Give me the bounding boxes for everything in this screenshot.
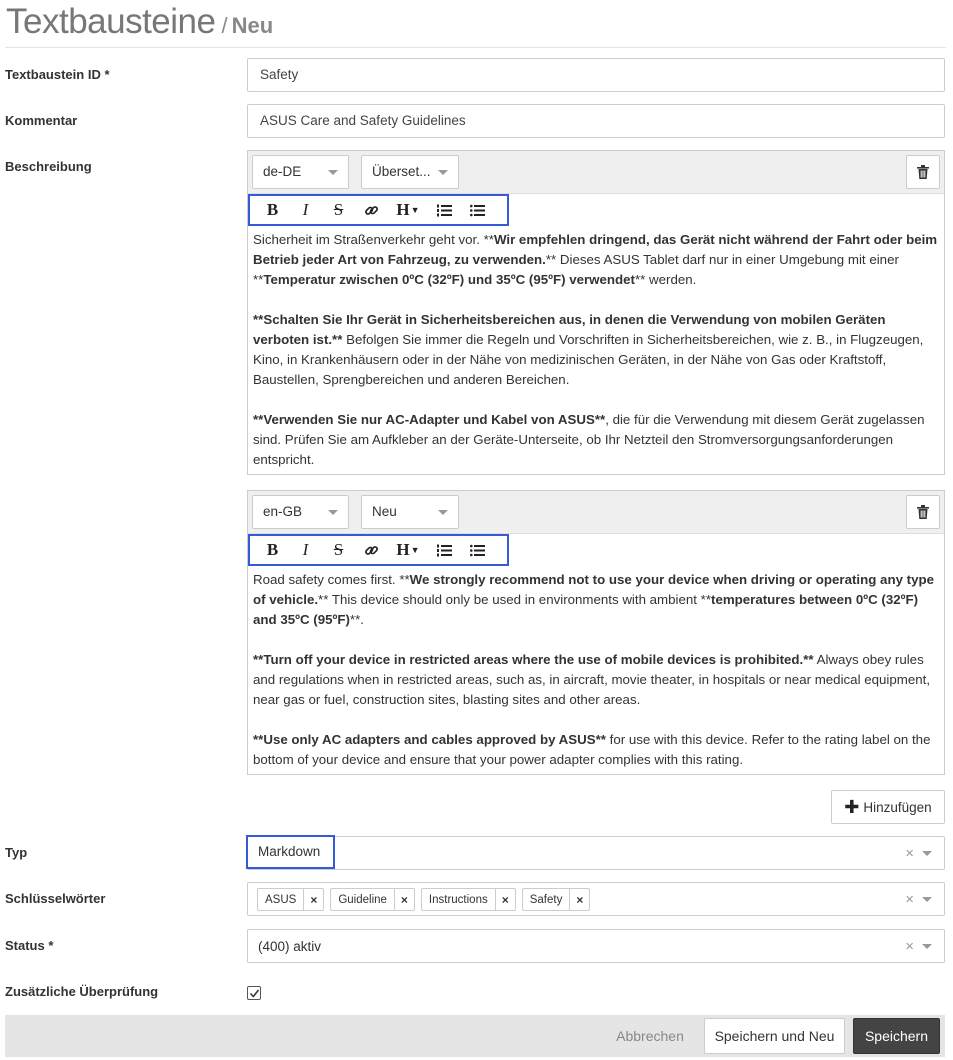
clear-icon[interactable]: × bbox=[905, 891, 914, 908]
text-segment: **. bbox=[349, 612, 364, 627]
link-button[interactable] bbox=[355, 536, 388, 564]
type-label: Typ bbox=[5, 845, 28, 860]
plus-icon: ✚ bbox=[844, 797, 860, 817]
heading-button[interactable] bbox=[388, 536, 428, 564]
editor-paragraph bbox=[253, 570, 938, 630]
delete-translation-button[interactable] bbox=[906, 495, 940, 529]
strikethrough-button[interactable]: S bbox=[333, 200, 344, 219]
keyword-tag-label: ASUS bbox=[265, 893, 297, 906]
description-label: Beschreibung bbox=[5, 159, 92, 174]
translation-state-select[interactable] bbox=[361, 155, 459, 189]
bold-text: **Schalten Sie Ihr Gerät in Sicherheitsbereichen aus, in denen die Verwendung von mobilen Geräten verboten ist.** bbox=[253, 312, 886, 347]
heading-label: H bbox=[396, 200, 410, 219]
text-segment: Always obey rules and regulations when in restricted areas, such as, in aircraft, movie theater, in hospitals or near medical equipment, near gas or fuel, construction sites, blasting sites and other areas. bbox=[253, 652, 931, 707]
page-title: Textbausteine bbox=[6, 2, 216, 41]
text-segment: Befolgen Sie immer die Regeln und Vorschriften in Sicherheitsbereichen, wie z. B., in Flugzeugen, Kino, in Krankenhäusern oder in der Nähe von medizinischen Geräten, in der Nähe von Gas oder Kraftstoff, Baustellen, Sprengbereichen und anderen Bereichen. bbox=[253, 332, 924, 387]
remove-tag-icon[interactable]: × bbox=[303, 889, 323, 910]
add-translation-label: Hinzufügen bbox=[863, 799, 932, 815]
form-footer bbox=[5, 1015, 945, 1057]
editor-paragraph bbox=[253, 410, 938, 470]
unordered-list-button[interactable] bbox=[461, 536, 494, 564]
comment-input[interactable]: ASUS Care and Safety Guidelines bbox=[247, 104, 945, 138]
formatting-toolbar bbox=[248, 534, 509, 566]
caret-down-icon: ▼ bbox=[410, 205, 420, 215]
ordered-list-icon bbox=[437, 544, 452, 557]
keywords-label: Schlüsselwörter bbox=[5, 891, 106, 906]
link-icon bbox=[364, 543, 379, 558]
unordered-list-icon bbox=[470, 544, 485, 557]
editor-header bbox=[248, 491, 944, 534]
description-editor-de bbox=[247, 150, 945, 475]
bold-text: **Verwenden Sie nur AC-Adapter und Kabel von ASUS** bbox=[253, 412, 606, 427]
type-select[interactable] bbox=[247, 836, 945, 870]
text-segment: ** Dieses ASUS Tablet darf nur in einer Umgebung mit einer ** bbox=[253, 252, 899, 287]
editor-paragraph bbox=[253, 730, 938, 770]
ordered-list-icon bbox=[437, 204, 452, 217]
translation-state-select[interactable] bbox=[361, 495, 459, 529]
unordered-list-button[interactable] bbox=[461, 196, 494, 224]
link-button[interactable] bbox=[355, 196, 388, 224]
status-label: Status * bbox=[5, 938, 54, 953]
keyword-tag-label: Safety bbox=[529, 893, 563, 906]
keyword-tags bbox=[257, 888, 590, 911]
extra-check-checkbox[interactable] bbox=[247, 986, 261, 1000]
editor-header bbox=[248, 151, 944, 194]
remove-tag-icon[interactable]: × bbox=[495, 889, 515, 910]
keyword-tag bbox=[257, 888, 324, 911]
keyword-tag bbox=[421, 888, 516, 911]
bold-text: Temperatur zwischen 0ºC (32ºF) und 35ºC (95ºF) verwendet bbox=[263, 272, 635, 287]
keyword-tag-label: Guideline bbox=[338, 893, 387, 906]
add-translation-button[interactable] bbox=[831, 790, 945, 824]
editor-text-area[interactable] bbox=[248, 566, 944, 774]
language-value: de-DE bbox=[263, 164, 302, 179]
text-segment: for use with this device. Refer to the rating label on the bottom of your device and ensure that your power adapter complies with this rating. bbox=[253, 732, 931, 767]
bold-text: We strongly recommend not to use your device when driving or operating any type of vehicle. bbox=[253, 572, 935, 607]
extra-check-label: Zusätzliche Überprüfung bbox=[5, 984, 159, 999]
description-editor-en bbox=[247, 490, 945, 775]
language-value: en-GB bbox=[263, 504, 303, 519]
chevron-down-icon bbox=[438, 170, 448, 175]
keyword-tag bbox=[330, 888, 415, 911]
text-segment: , die für die Verwendung mit diesem Gerät zugelassen sind. Prüfen Sie am Aufkleber an der Geräte-Unterseite, ob Ihr Netzteil den Stromversorgungsanforderungen entspricht. bbox=[253, 412, 925, 467]
chevron-down-icon bbox=[328, 510, 338, 515]
italic-button[interactable]: I bbox=[302, 200, 309, 219]
title-separator: / bbox=[221, 13, 228, 38]
language-select[interactable] bbox=[252, 155, 349, 189]
ordered-list-button[interactable] bbox=[428, 536, 461, 564]
save-and-new-button[interactable]: Speichern und Neu bbox=[704, 1018, 845, 1054]
heading-button[interactable] bbox=[388, 196, 428, 224]
ordered-list-button[interactable] bbox=[428, 196, 461, 224]
type-value: Markdown bbox=[246, 835, 335, 869]
id-input[interactable]: Safety bbox=[247, 58, 945, 92]
remove-tag-icon[interactable]: × bbox=[394, 889, 414, 910]
id-label: Textbaustein ID * bbox=[5, 67, 110, 82]
clear-icon[interactable]: × bbox=[905, 845, 914, 862]
keyword-tag bbox=[522, 888, 591, 911]
cancel-button[interactable]: Abbrechen bbox=[616, 1028, 684, 1044]
bold-text: **Use only AC adapters and cables approved by ASUS** bbox=[253, 732, 606, 747]
check-icon bbox=[249, 988, 260, 999]
caret-down-icon: ▼ bbox=[410, 545, 420, 555]
chevron-down-icon[interactable] bbox=[922, 851, 932, 856]
bold-text: temperatures between 0ºC (32ºF) and 35ºC (95ºF) bbox=[253, 592, 919, 627]
translation-state-value: Neu bbox=[372, 504, 397, 519]
chevron-down-icon bbox=[328, 170, 338, 175]
chevron-down-icon[interactable] bbox=[922, 944, 932, 949]
editor-paragraph bbox=[253, 650, 938, 710]
italic-button[interactable]: I bbox=[302, 540, 309, 559]
delete-translation-button[interactable] bbox=[906, 155, 940, 189]
status-select[interactable] bbox=[247, 929, 945, 963]
save-button[interactable]: Speichern bbox=[853, 1018, 940, 1054]
text-segment: ** werden. bbox=[635, 272, 697, 287]
trash-icon bbox=[917, 505, 929, 519]
keyword-tag-label: Instructions bbox=[428, 893, 488, 906]
trash-icon bbox=[917, 165, 929, 179]
header-divider bbox=[5, 47, 946, 48]
keywords-select[interactable] bbox=[247, 882, 945, 916]
status-value: (400) aktiv bbox=[258, 939, 322, 954]
heading-label: H bbox=[396, 540, 410, 559]
chevron-down-icon[interactable] bbox=[922, 897, 932, 902]
bold-text: Wir empfehlen dringend, das Gerät nicht während der Fahrt oder beim Betrieb jeder Art von Fahrzeug, zu verwenden. bbox=[253, 232, 938, 267]
editor-paragraph bbox=[253, 230, 938, 290]
translation-state-value: Überset... bbox=[372, 164, 431, 179]
strikethrough-button[interactable]: S bbox=[333, 540, 344, 559]
editor-paragraph bbox=[253, 310, 938, 390]
text-segment: ** This device should only be used in environments with ambient ** bbox=[318, 592, 712, 607]
page-subtitle: Neu bbox=[231, 13, 274, 38]
link-icon bbox=[364, 203, 379, 218]
text-segment: Sicherheit im Straßenverkehr geht vor. ** bbox=[253, 232, 494, 247]
bold-button[interactable]: B bbox=[266, 200, 279, 219]
page-header bbox=[6, 2, 273, 46]
unordered-list-icon bbox=[470, 204, 485, 217]
clear-icon[interactable]: × bbox=[905, 938, 914, 955]
bold-text: **Turn off your device in restricted areas where the use of mobile devices is prohibited.** bbox=[253, 652, 814, 667]
text-segment: Road safety comes first. ** bbox=[253, 572, 410, 587]
language-select[interactable] bbox=[252, 495, 349, 529]
chevron-down-icon bbox=[438, 510, 448, 515]
bold-button[interactable]: B bbox=[266, 540, 279, 559]
editor-text-area[interactable] bbox=[248, 226, 944, 474]
formatting-toolbar bbox=[248, 194, 509, 226]
remove-tag-icon[interactable]: × bbox=[569, 889, 589, 910]
comment-label: Kommentar bbox=[5, 113, 78, 128]
